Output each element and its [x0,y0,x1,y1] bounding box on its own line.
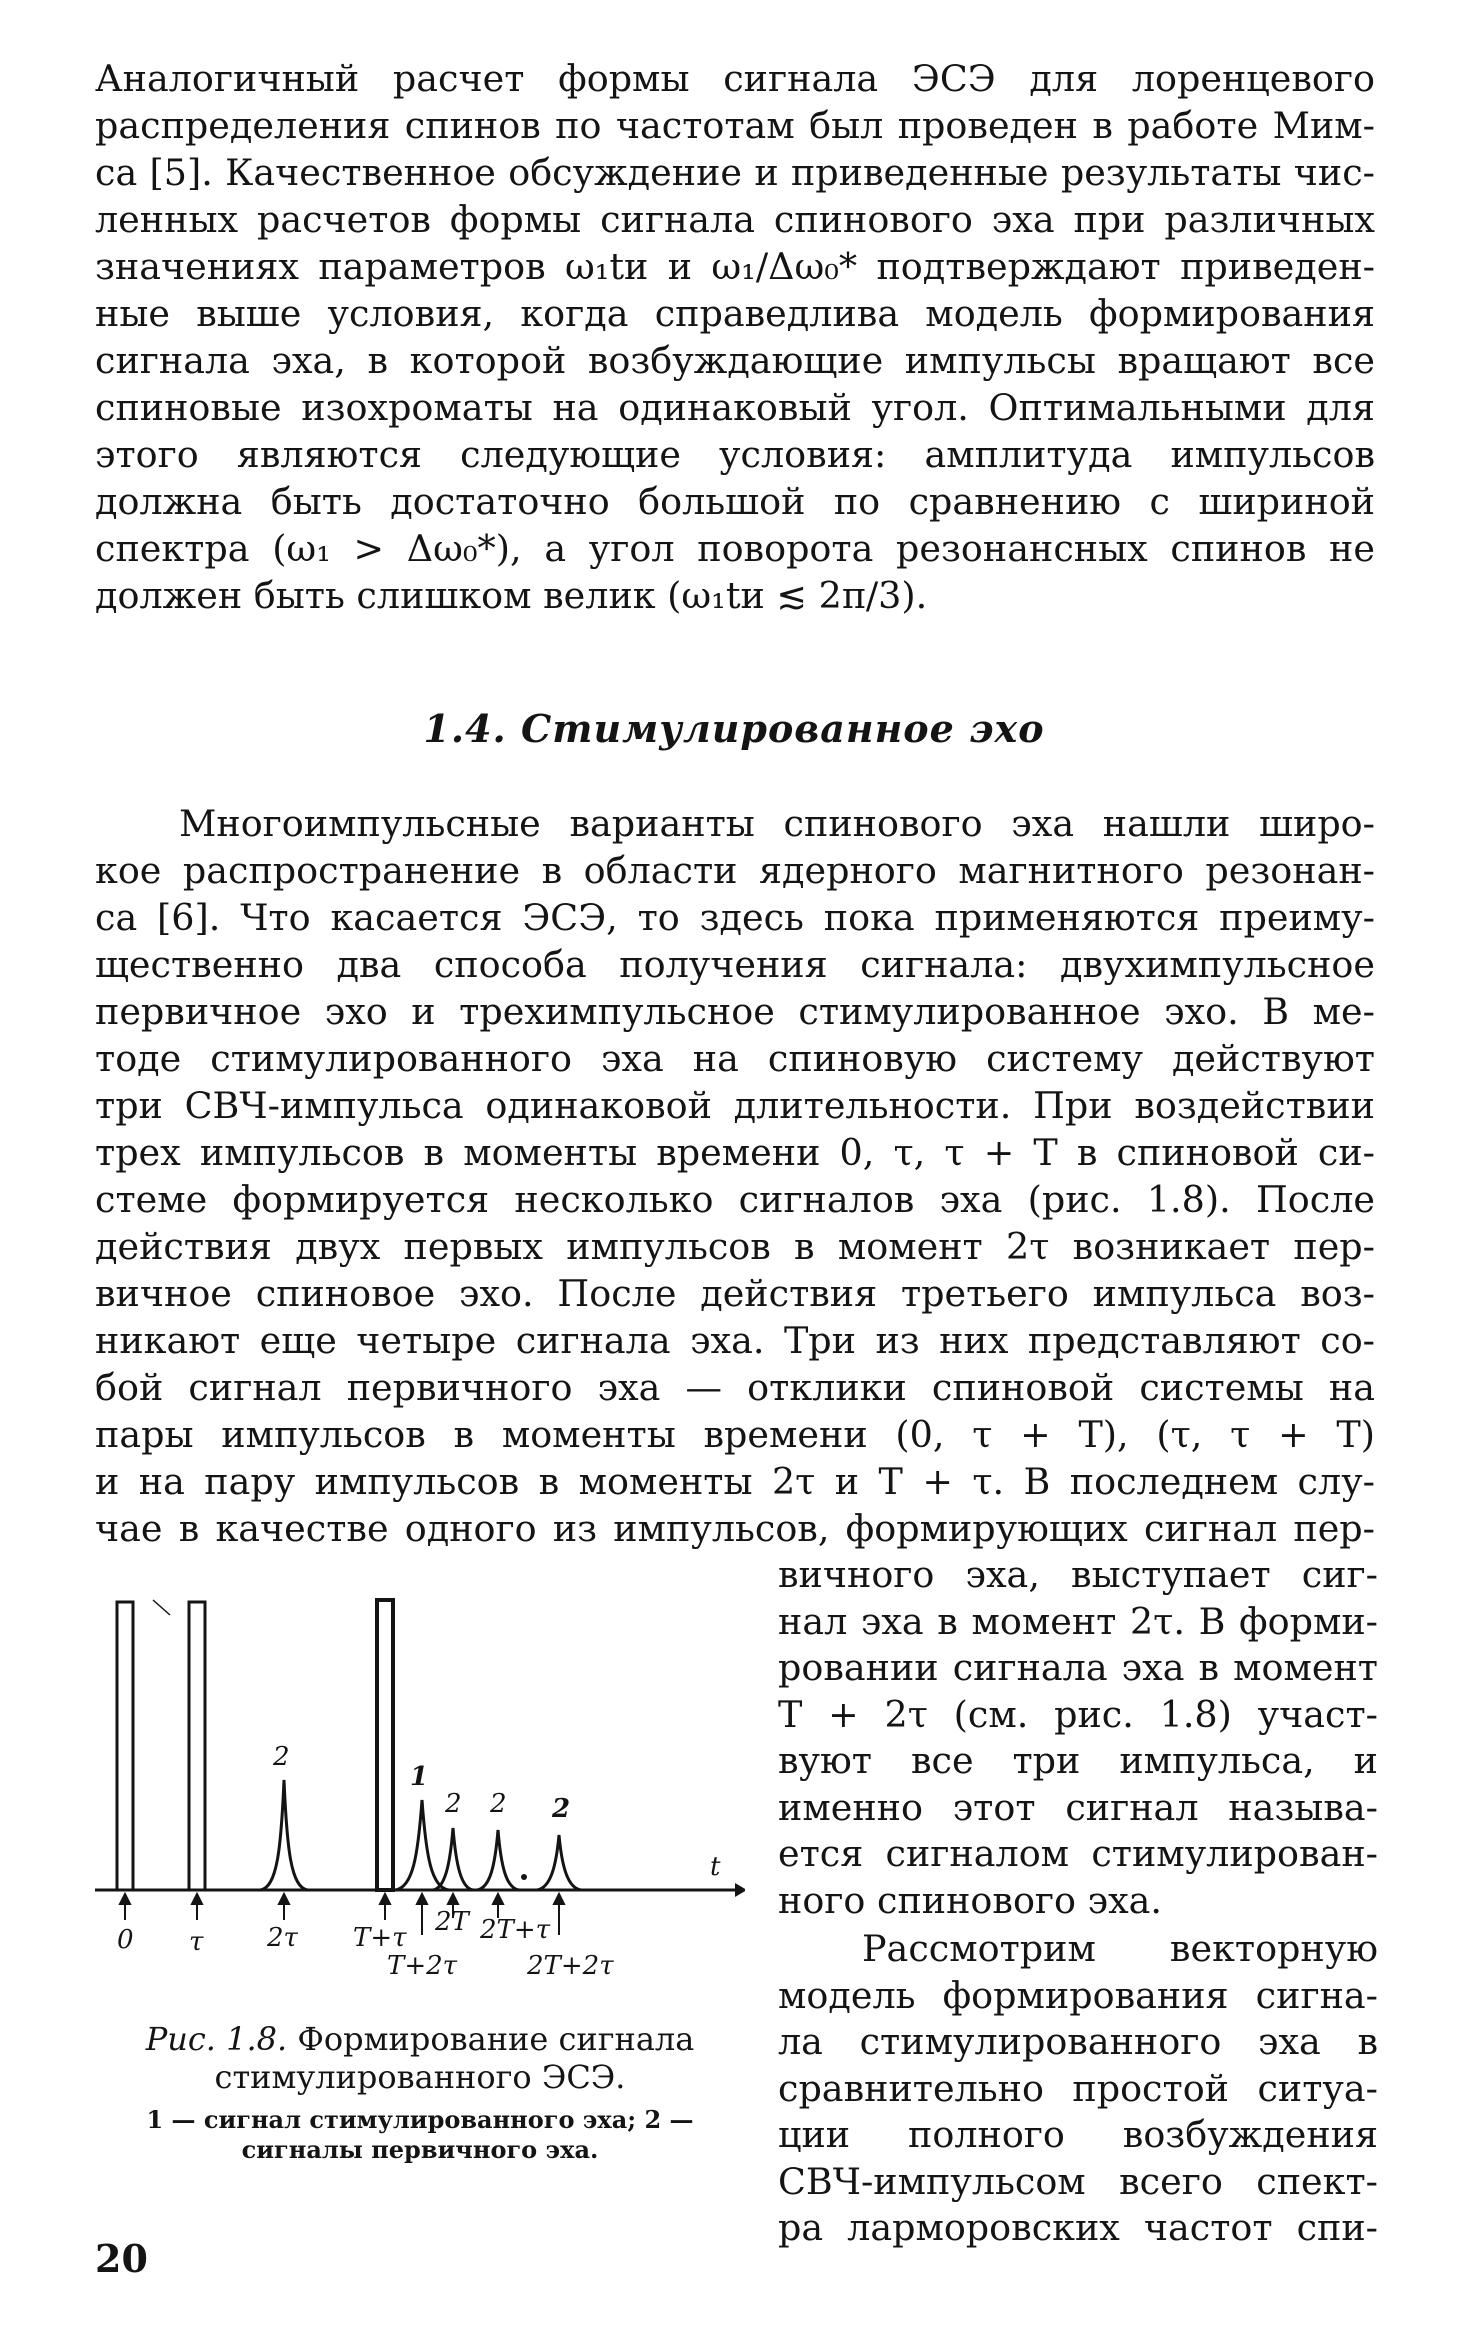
text-line: чае в качестве одного из импульсов, формирующих сигнал пер- [95,1507,1375,1550]
text-line: ции полного возбуждения [778,2113,1378,2156]
text-line: тоде стимулированного эха на спиновую систему действуют [95,1037,1375,1080]
text-line: пары импульсов в моменты времени (0, τ + T), (τ, τ + T) [95,1413,1375,1456]
text-line: именно этот сигнал называ- [778,1785,1378,1829]
text-line: стеме формируется несколько сигналов эха (рис. 1.8). После [95,1178,1375,1221]
text-line: действия двух первых импульсов в момент 2τ возникает пер- [95,1225,1375,1268]
page-number: 20 [95,2236,148,2281]
tick-label: T+τ [353,1923,407,1953]
text-line: кое распространение в области ядерного магнитного резонан- [95,849,1375,892]
paragraph-1 [95,55,1375,619]
peak-label: 1 [410,1762,429,1792]
text-line: модель формирования сигна- [778,1973,1378,2017]
tick-label: 2T [435,1907,469,1937]
text-line: T + 2τ (см. рис. 1.8) участ- [778,1692,1378,1736]
figure-1-8 [95,1590,745,2010]
text-line: сигнала эха, в которой возбуждающие импульсы вращают все [95,339,1375,382]
text-line: ется сигналом стимулирован- [778,1832,1378,1875]
text-line: ленных расчетов формы сигнала спинового эха при различных [95,198,1375,241]
text-line: вуют все три импульса, и [778,1739,1378,1782]
tick-label: 2T+2τ [527,1951,614,1981]
text-line: ровании сигнала эха в момент [778,1646,1378,1689]
tick-label: τ [189,1927,204,1957]
text-line: ла стимулированного эха в [778,2020,1378,2063]
text-line: щественно два способа получения сигнала: двухимпульсное [95,943,1375,986]
text-line: распределения спинов по частотам был проведен в работе Мим- [95,104,1375,147]
pulse-diagram [95,1590,745,2010]
axis-label: t [710,1852,721,1882]
tick-label: 2τ [267,1923,298,1953]
caption-text: Формирование сигнала стимулированного ЭСЭ. [214,2020,695,2096]
peak-label: 2 [490,1789,507,1819]
dot-mark [521,1874,527,1880]
tick-label: 0 [117,1925,134,1955]
text-line: должна быть достаточно большой по сравнению с шириной [95,480,1375,523]
echo-signal-2t [433,1828,473,1890]
text-line: вичное спиновое эхо. После действия третьего импульса воз- [95,1272,1375,1315]
legend-line: сигналы первичного эха. [241,2135,599,2164]
text-line: этого являются следующие условия: амплитуда импульсов [95,433,1375,476]
echo-signal-2t-2tau [537,1835,581,1890]
pulse-1 [117,1602,133,1890]
text-line: ного спинового эха. [778,1878,1163,1922]
right-column-text [778,1552,1378,1924]
text-line: первичное эхо и трехимпульсное стимулированное эхо. В ме- [95,990,1375,1033]
text-line: три СВЧ-импульса одинаковой длительности. При воздействии [95,1084,1375,1127]
text-line: никают еще четыре сигнала эха. Три из них представляют со- [95,1319,1375,1362]
pulse-3 [377,1600,393,1890]
text-line: са [6]. Что касается ЭСЭ, то здесь пока применяются преиму- [95,896,1375,939]
text-line: спектра (ω₁ > Δω₀*), а угол поворота резонансных спинов не [95,527,1375,570]
echo-signal-stimulated [395,1800,449,1890]
pulse-2 [189,1602,205,1890]
paragraph-2 [95,800,1375,1552]
text-line: сравнительно простой ситуа- [778,2066,1378,2110]
peak-label: 2 [445,1789,462,1819]
text-line: ра ларморовских частот спи- [778,2206,1378,2249]
right-column-paragraph [778,1926,1378,2252]
section-heading: 1.4. Стимулированное эхо [423,706,1045,751]
text-line: ные выше условия, когда справедлива модель формирования [95,292,1375,335]
text-line: Многоимпульсные варианты спинового эха нашли широ- [179,802,1375,845]
text-line: и на пару импульсов в моменты 2τ и T + τ. В последнем слу- [95,1460,1375,1503]
text-line: должен быть слишком велик (ω₁tи ≲ 2π/3). [95,574,928,617]
echo-signal-2t-tau [477,1830,519,1890]
text-line: нал эха в момент 2τ. В форми- [778,1599,1378,1643]
peak-label: 2 [552,1794,571,1824]
text-line: спиновые изохроматы на одинаковый угол. Оптимальными для [95,386,1375,429]
text-line: значениях параметров ω₁tи и ω₁/Δω₀* подтверждают приведен- [95,245,1375,288]
peak-label: 2 [273,1742,290,1772]
figure-legend [95,2105,745,2165]
caption-prefix: Рис. 1.8. [145,2020,288,2058]
axis-arrow-icon [735,1883,745,1897]
text-line: Рассмотрим векторную [862,1927,1378,1970]
text-line: трех импульсов в моменты времени 0, τ, τ + T в спиновой си- [95,1131,1375,1174]
text-line: бой сигнал первичного эха — отклики спиновой системы на [95,1366,1375,1409]
text-line: са [5]. Качественное обсуждение и приведенные результаты чис- [95,151,1375,194]
text-line: вичного эха, выступает сиг- [778,1553,1378,1596]
tick-label: T+2τ [387,1951,458,1981]
text-line: СВЧ-импульсом всего спект- [778,2159,1378,2203]
text-line: Аналогичный расчет формы сигнала ЭСЭ для лоренцевого [95,57,1375,100]
scan-mark [153,1600,170,1615]
legend-line: 1 — сигнал стимулированного эха; 2 — [146,2105,694,2134]
figure-caption [95,2020,745,2096]
tick-label: 2T+τ [480,1915,551,1945]
echo-signal-2tau [260,1780,308,1890]
tick-labels [117,1907,614,1981]
